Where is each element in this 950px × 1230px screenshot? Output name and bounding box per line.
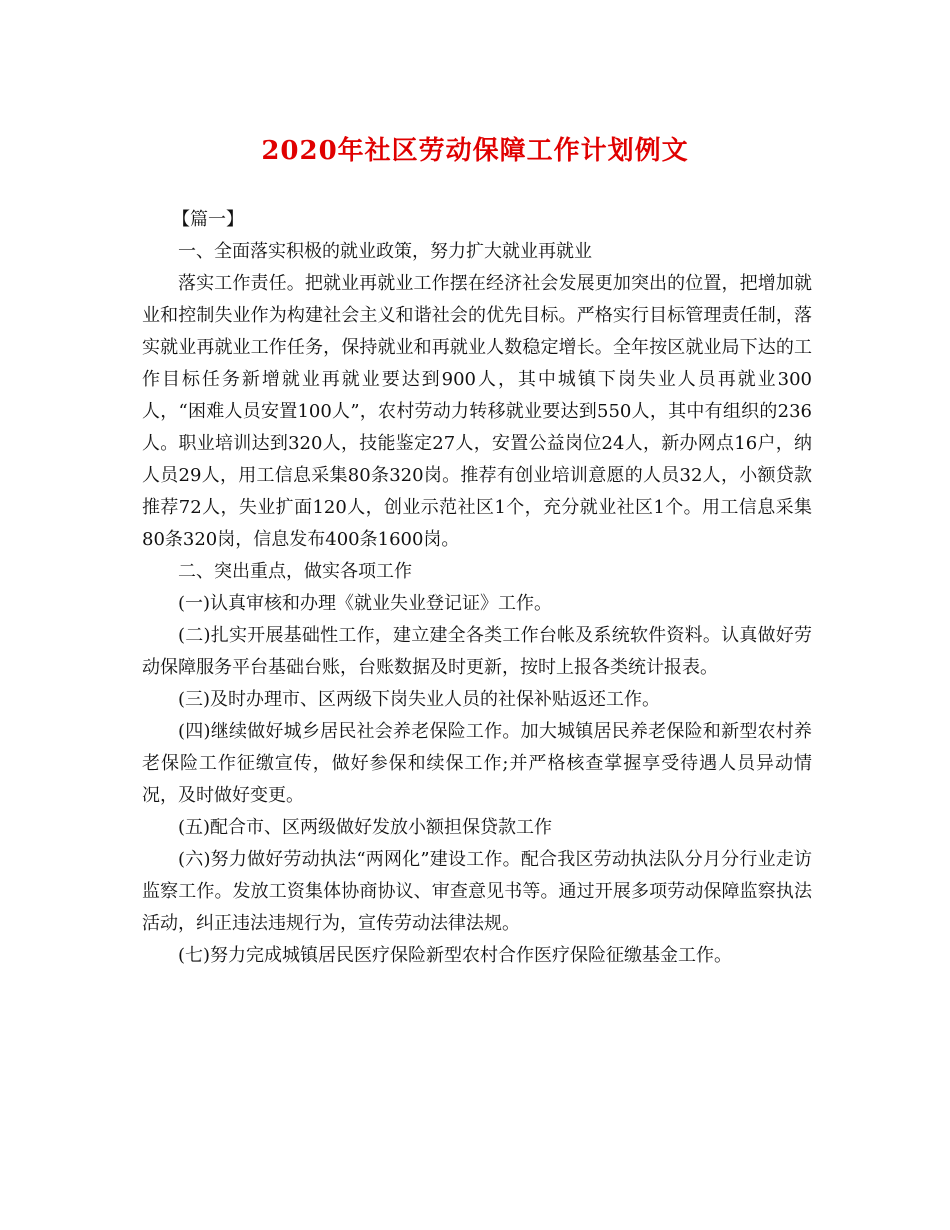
list-item-6: (六)努力做好劳动执法“两网化”建设工作。配合我区劳动执法队分月分行业走访监察工作。发放工资集体协商协议、审查意见书等。通过开展多项劳动保障监察执法活动，纠正违法违规行为，宣传劳动法律法规。	[142, 849, 812, 934]
list-item-2: (二)扎实开展基础性工作，建立建全各类工作台帐及系统软件资料。认真做好劳动保障服务平台基础台账，台账数据及时更新，按时上报各类统计报表。	[142, 625, 812, 678]
document-body	[142, 204, 812, 972]
list-item-7: (七)努力完成城镇居民医疗保险新型农村合作医疗保险征缴基金工作。	[178, 945, 733, 966]
section-heading-1: 一、全面落实积极的就业政策，努力扩大就业再就业	[178, 241, 592, 262]
list-item-3: (三)及时办理市、区两级下岗失业人员的社保补贴返还工作。	[178, 689, 661, 710]
list-item-4: (四)继续做好城乡居民社会养老保险工作。加大城镇居民养老保险和新型农村养老保险工作征缴宣传，做好参保和续保工作;并严格核查掌握享受待遇人员异动情况，及时做好变更。	[142, 721, 812, 806]
document-title: 2020年社区劳动保障工作计划例文	[261, 136, 689, 166]
section-heading-2: 二、突出重点，做实各项工作	[178, 561, 412, 582]
body-paragraph: 落实工作责任。把就业再就业工作摆在经济社会发展更加突出的位置，把增加就业和控制失业作为构建社会主义和谐社会的优先目标。严格实行目标管理责任制，落实就业再就业工作任务，保持就业和再就业人数稳定增长。全年按区就业局下达的工作目标任务新增就业再就业要达到900人，其中城镇下岗失业人员再就业300人，“困难人员安置100人”，农村劳动力转移就业要达到550人，其中有组织的236人。职业培训达到320人，技能鉴定27人，安置公益岗位24人，新办网点16户，纳人员29人，用工信息采集80条320岗。推荐有创业培训意愿的人员32人，小额贷款推荐72人，失业扩面120人，创业示范社区1个，充分就业社区1个。用工信息采集80条320岗，信息发布400条1600岗。	[142, 273, 812, 550]
section-heading-part-one: 【篇一】	[172, 209, 244, 230]
list-item-1: (一)认真审核和办理《就业失业登记证》工作。	[178, 593, 553, 614]
list-item-5: (五)配合市、区两级做好发放小额担保贷款工作	[178, 817, 553, 838]
